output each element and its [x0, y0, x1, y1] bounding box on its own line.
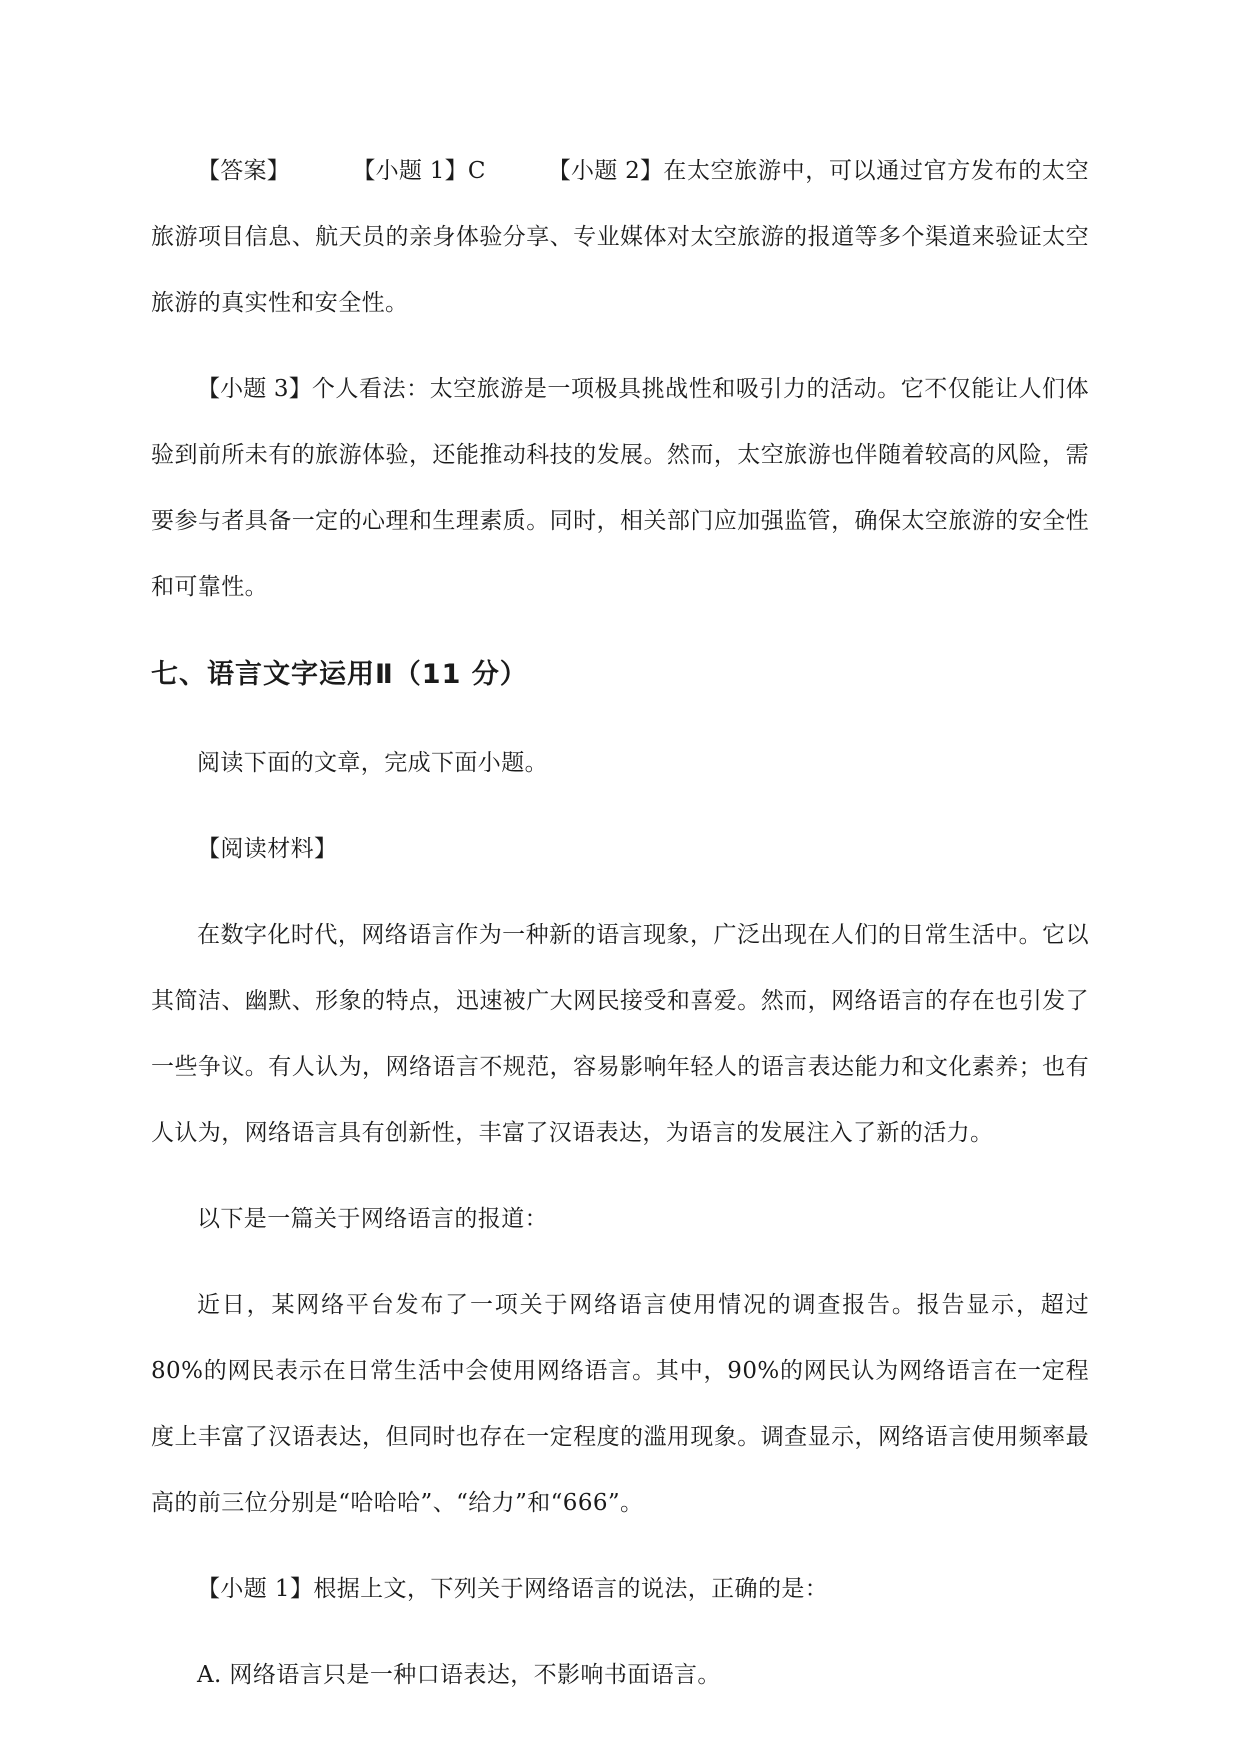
report-paragraph: 近日，某网络平台发布了一项关于网络语言使用情况的调查报告。报告显示，超过80%的网民表示在日常生活中会使用网络语言。其中，90%的网民认为网络语言在一定程度上丰富了汉语表达，但同时也存在一定程度的滥用现象。调查显示，网络语言使用频率最高的前三位分别是“哈哈哈”、“给力”和“666”。 — [151, 1292, 1089, 1516]
answer-q1: 【小题 1】C — [352, 158, 486, 184]
instruction: 阅读下面的文章，完成下面小题。 — [197, 750, 548, 776]
answer-q3-text: 个人看法：太空旅游是一项极具挑战性和吸引力的活动。它不仅能让人们体验到前所未有的旅游体验，还能推动科技的发展。然而，太空旅游也伴随着较高的风险，需要参与者具备一定的心理和生理素质。同时，相关部门应加强监管，确保太空旅游的安全性和可靠性。 — [151, 376, 1089, 600]
answer-label: 【答案】 — [197, 158, 291, 184]
report-intro: 以下是一篇关于网络语言的报道： — [197, 1206, 548, 1232]
document-page — [151, 138, 1089, 1728]
answer-paragraph — [151, 138, 1089, 336]
material-label: 【阅读材料】 — [197, 836, 338, 862]
option-a: A. 网络语言只是一种口语表达，不影响书面语言。 — [197, 1662, 721, 1688]
section-heading: 七、语言文字运用Ⅱ（11 分） — [151, 659, 528, 690]
question-1: 【小题 1】根据上文，下列关于网络语言的说法，正确的是： — [197, 1576, 829, 1602]
material-paragraph: 在数字化时代，网络语言作为一种新的语言现象，广泛出现在人们的日常生活中。它以其简洁、幽默、形象的特点，迅速被广大网民接受和喜爱。然而，网络语言的存在也引发了一些争议。有人认为，网络语言不规范，容易影响年轻人的语言表达能力和文化素养；也有人认为，网络语言具有创新性，丰富了汉语表达，为语言的发展注入了新的活力。 — [151, 922, 1089, 1146]
answer-q3-paragraph — [151, 356, 1089, 620]
answer-q2-text: 在太空旅游中，可以通过官方发布的太空旅游项目信息、航天员的亲身体验分享、专业媒体对太空旅游的报道等多个渠道来验证太空旅游的真实性和安全性。 — [151, 158, 1089, 316]
answer-q3-label: 【小题 3】 — [197, 376, 312, 402]
answer-q2-label: 【小题 2】 — [547, 158, 664, 184]
